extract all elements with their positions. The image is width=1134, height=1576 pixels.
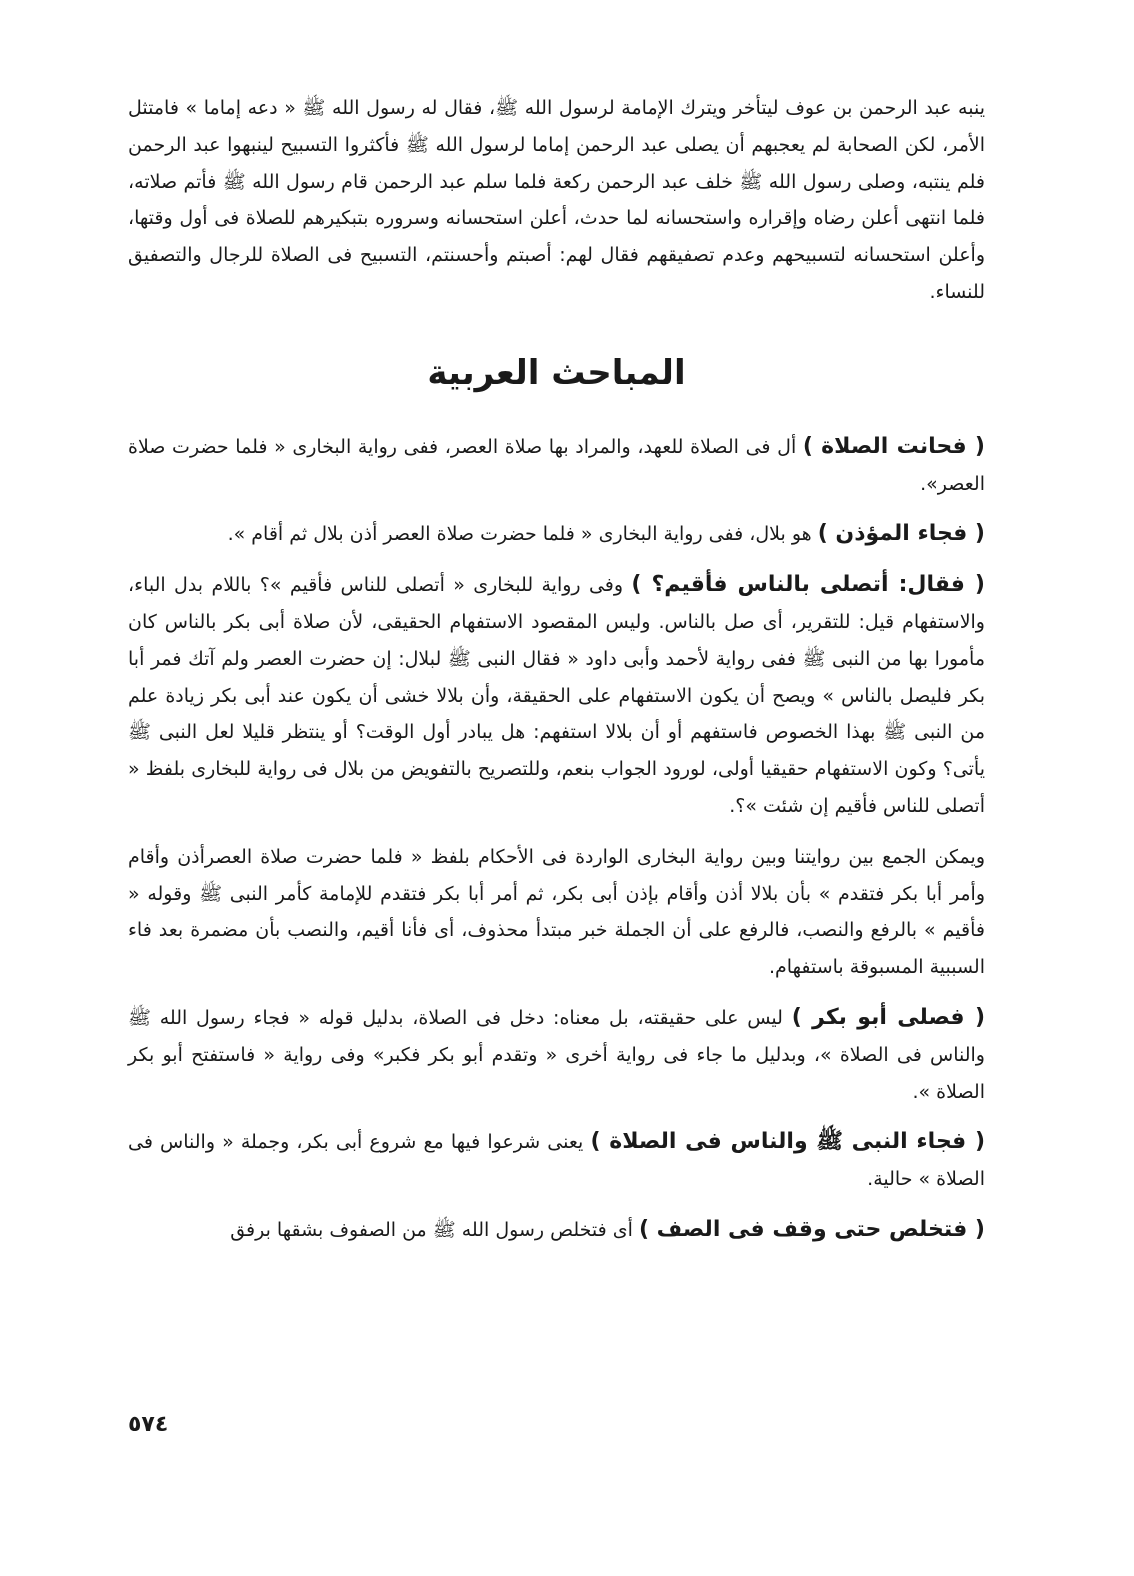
term-explanation: هو بلال، ففى رواية البخارى « فلما حضرت صلاة العصر أذن بلال ثم أقام ».	[227, 523, 818, 546]
term-paragraph-3	[128, 567, 985, 825]
term-paragraph-1	[128, 429, 985, 503]
term-explanation: ويمكن الجمع بين روايتنا وبين رواية البخارى الواردة فى الأحكام بلفظ « فلما حضرت صلاة العصرأذن وأقام وأمر أبا بكر فتقدم » بأن بلالا أذن وأقام بإذن أبى بكر، ثم أمر أبا بكر فتقدم للإمامة كأمر النبى ﷺ وقوله « فأقيم » بالرفع والنصب، فالرفع على أن الجملة خبر مبتدأ محذوف، أى فأنا أقيم، والنصب بأن مضمرة بعد فاء السببية المسبوقة باستفهام.	[128, 845, 985, 979]
term-label: ( فقال: أتصلى بالناس فأقيم؟ )	[631, 572, 985, 598]
page-number: ٥٧٤	[128, 1412, 169, 1437]
page-body	[128, 90, 985, 1249]
term-explanation: أل فى الصلاة للعهد، والمراد بها صلاة العصر، ففى رواية البخارى « فلما حضرت صلاة العصر».	[128, 435, 985, 495]
term-label: ( فجاء النبى ﷺ والناس فى الصلاة )	[590, 1129, 986, 1155]
term-explanation: أى فتخلص رسول الله ﷺ من الصفوف بشقها برفق	[230, 1218, 639, 1241]
term-explanation: ليس على حقيقته، بل معناه: دخل فى الصلاة، بدليل قوله « فجاء رسول الله ﷺ والناس فى الصلاة »، وبدليل ما جاء فى رواية أخرى « وتقدم أبو بكر فكبر» وفى رواية « فاستفتح أبو بكر الصلاة ».	[128, 1006, 985, 1103]
term-paragraph-2	[128, 516, 985, 553]
section-heading: المباحث العربية	[427, 352, 686, 393]
term-paragraph-7	[128, 1212, 985, 1249]
term-explanation: وفى رواية للبخارى « أتصلى للناس فأقيم »؟ باللام بدل الباء، والاستفهام قيل: للتقرير، أى صل بالناس. وليس المقصود الاستفهام الحقيقى، لأن صلاة أبى بكر بالناس كان مأمورا بها من النبى ﷺ ففى رواية لأحمد وأبى داود « فقال النبى ﷺ لبلال: إن حضرت العصر ولم آتك فمر أبا بكر فليصل بالناس » ويصح أن يكون الاستفهام على الحقيقة، وأن بلالا خشى أن يكون عند أبى بكر زيادة علم من النبى ﷺ بهذا الخصوص فاستفهم أو أن بلالا استفهم: هل يبادر أول الوقت؟ أو ينتظر قليلا لعل النبى ﷺ يأتى؟ وكون الاستفهام حقيقيا أولى، لورود الجواب بنعم، وللتصريح بالتفويض من بلال فى رواية للبخارى بلفظ « أتصلى للناس فأقيم إن شئت »؟.	[128, 574, 985, 817]
term-label: ( فتخلص حتى وقف فى الصف )	[638, 1216, 985, 1242]
term-paragraph-6	[128, 1124, 985, 1198]
term-paragraph-5	[128, 1000, 985, 1110]
term-label: ( فجاء المؤذن )	[817, 521, 985, 547]
term-label: ( فصلى أبو بكر )	[791, 1004, 986, 1030]
continuation-paragraph	[128, 839, 985, 986]
term-label: ( فحانت الصلاة )	[802, 433, 985, 459]
intro-paragraph: ينبه عبد الرحمن بن عوف ليتأخر ويترك الإمامة لرسول الله ﷺ، فقال له رسول الله ﷺ « دعه إماما » فامتثل الأمر، لكن الصحابة لم يعجبهم أن يصلى عبد الرحمن إماما لرسول الله ﷺ فأكثروا التسبيح لينبهوا عبد الرحمن فلم ينتبه، وصلى رسول الله ﷺ خلف عبد الرحمن ركعة فلما سلم عبد الرحمن قام رسول الله ﷺ فأتم صلاته، فلما انتهى أعلن رضاه وإقراره واستحسانه لما حدث، أعلن استحسانه وسروره بتبكيرهم للصلاة فى أول وقتها، وأعلن استحسانه لتسبيحهم وعدم تصفيقهم فقال لهم: أصبتم وأحسنتم، التسبيح فى الصلاة للرجال والتصفيق للنساء.	[128, 97, 985, 303]
term-explanation: يعنى شرعوا فيها مع شروع أبى بكر، وجملة « والناس فى الصلاة » حالية.	[128, 1131, 985, 1191]
